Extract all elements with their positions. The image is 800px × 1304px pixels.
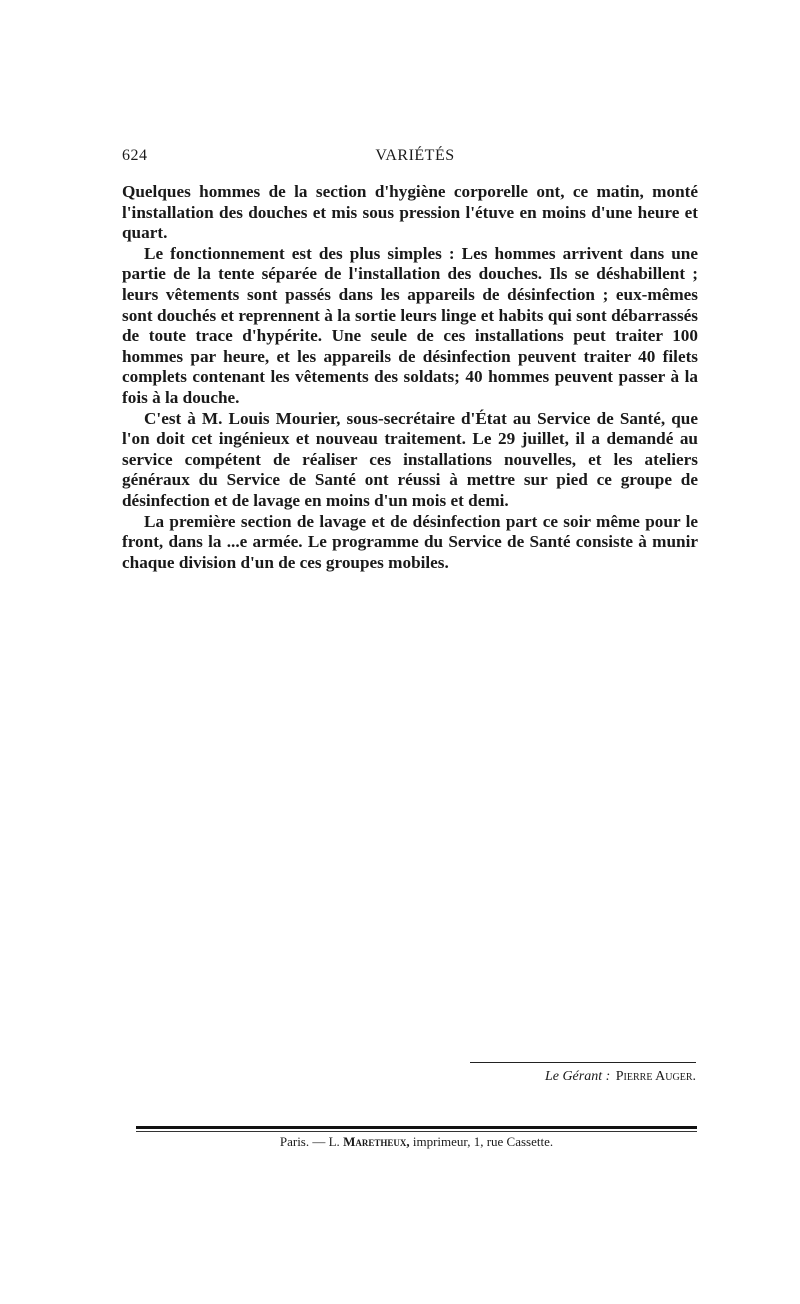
body-text <box>122 182 698 573</box>
colophon-prefix: Paris. — L. <box>279 1134 340 1149</box>
signature-rule <box>470 1062 696 1063</box>
colophon <box>136 1134 697 1150</box>
paragraph: La première section de lavage et de désinfection part ce soir même pour le front, dans la ...e armée. Le programme du Service de Santé consiste à munir chaque division d'un de ces groupes mobiles. <box>122 511 698 572</box>
colophon-printer: Maretheux, <box>343 1134 410 1149</box>
signature-role: Le Gérant : <box>544 1069 611 1084</box>
page-number: 624 <box>122 147 148 164</box>
running-head <box>122 147 698 173</box>
colophon-suffix: imprimeur, 1, rue Cassette. <box>412 1134 554 1149</box>
paragraph: Quelques hommes de la section d'hygiène corporelle ont, ce matin, monté l'installation des douches et mis sous pression l'étuve en moins d'une heure et quart. <box>122 182 698 243</box>
paragraph: Le fonctionnement est des plus simples : Les hommes arrivent dans une partie de la tente séparée de l'installation des douches. Ils se déshabillent ; leurs vêtements sont passés dans les appareils de désinfection ; eux-mêmes sont douchés et reprennent à la sortie leurs linge et habits qui sont débarrassés de toute trace d'hypérite. Une seule de ces installations peut traiter 100 hommes par heure, et les appareils de désinfection peuvent traiter 40 filets complets contenant les vêtements des soldats; 40 hommes peuvent passer à la fois à la douche. <box>122 243 698 407</box>
colophon-rule-thin <box>136 1131 697 1132</box>
colophon-rule <box>136 1126 697 1129</box>
signature <box>470 1069 696 1085</box>
signature-name: Pierre Auger. <box>615 1069 696 1084</box>
section-title: VARIÉTÉS <box>375 147 455 164</box>
paragraph: C'est à M. Louis Mourier, sous-secrétaire d'État au Service de Santé, que l'on doit cet ingénieux et nouveau traitement. Le 29 juillet, il a demandé au service compétent de réaliser ces installations nouvelles, et les ateliers généraux du Service de Santé ont réussi à mettre sur pied ce groupe de désinfection et de lavage en moins d'un mois et demi. <box>122 408 698 510</box>
